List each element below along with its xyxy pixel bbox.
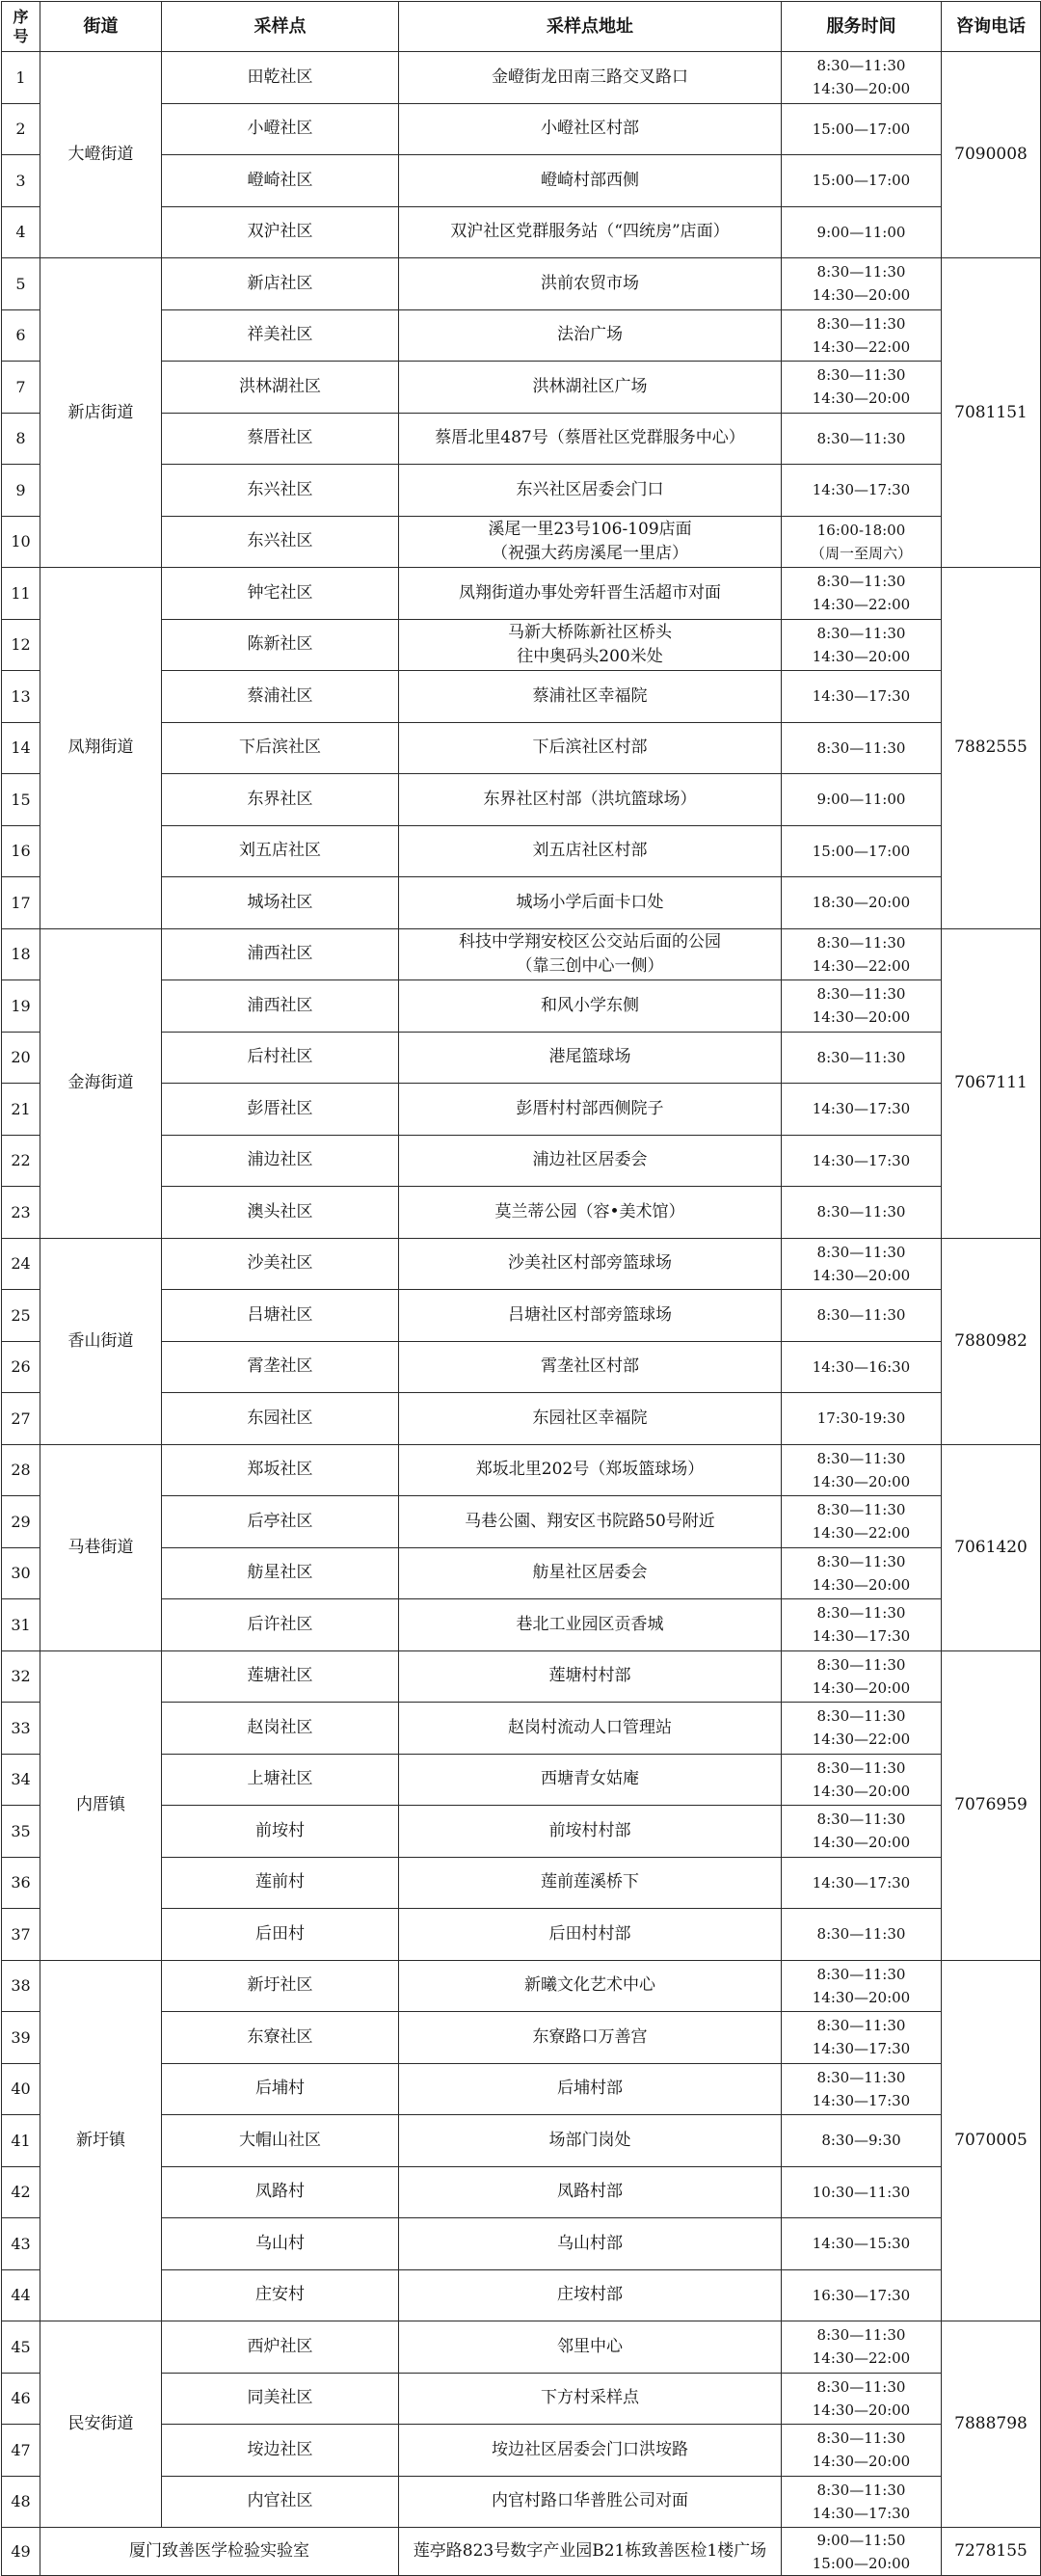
site-name: 垵边社区: [162, 2425, 399, 2477]
site-address: 东寮路口万善宫: [399, 2012, 782, 2064]
service-hours: 8:30—11:30 14:30—20:00: [782, 1754, 942, 1806]
service-hours: 8:30—11:30 14:30—17:30: [782, 2476, 942, 2528]
row-number: 6: [2, 309, 40, 362]
consult-phone: 7880982: [942, 1238, 1041, 1444]
row-number: 42: [2, 2166, 40, 2218]
row-number: 32: [2, 1650, 40, 1703]
table-row: [2, 2321, 1041, 2374]
service-hours: 14:30—15:30: [782, 2218, 942, 2270]
site-address: 沙美社区村部旁篮球场: [399, 1238, 782, 1290]
site-address: 港尾篮球场: [399, 1032, 782, 1084]
row-number: 46: [2, 2373, 40, 2425]
row-number: 44: [2, 2269, 40, 2321]
row-number: 35: [2, 1806, 40, 1858]
consult-phone: 7090008: [942, 52, 1041, 258]
service-hours: 8:30—11:30: [782, 1909, 942, 1961]
row-number: 21: [2, 1084, 40, 1136]
table-body: [2, 52, 1041, 2576]
site-address: 嶝崎村部西侧: [399, 155, 782, 207]
row-number: 13: [2, 671, 40, 723]
service-hours: 8:30—11:30: [782, 722, 942, 774]
row-number: 24: [2, 1238, 40, 1290]
service-hours: 14:30—17:30: [782, 1135, 942, 1187]
table-row: [2, 258, 1041, 310]
table-row: [2, 568, 1041, 620]
site-name: 西炉社区: [162, 2321, 399, 2374]
site-name: 内官社区: [162, 2476, 399, 2528]
service-hours: 8:30—11:30: [782, 1032, 942, 1084]
site-address: 垵边社区居委会门口洪垵路: [399, 2425, 782, 2477]
street-name: 民安街道: [40, 2321, 162, 2528]
service-hours: 14:30—17:30: [782, 671, 942, 723]
street-name: 新店街道: [40, 258, 162, 568]
site-name: 下后滨社区: [162, 722, 399, 774]
row-number: 14: [2, 722, 40, 774]
site-address: 凤路村部: [399, 2166, 782, 2218]
site-name: 同美社区: [162, 2373, 399, 2425]
site-address: 下后滨社区村部: [399, 722, 782, 774]
service-hours: 8:30—11:30 14:30—20:00: [782, 980, 942, 1033]
service-hours: 8:30—11:30 14:30—22:00: [782, 568, 942, 620]
service-hours: 14:30—17:30: [782, 465, 942, 517]
sampling-sites-table: [1, 1, 1041, 2576]
header-row: [2, 2, 1041, 52]
site-address: 马巷公園、翔安区书院路50号附近: [399, 1496, 782, 1548]
site-name: 钟宅社区: [162, 568, 399, 620]
site-address: 洪前农贸市场: [399, 258, 782, 310]
row-number: 22: [2, 1135, 40, 1187]
consult-phone: 7081151: [942, 258, 1041, 568]
site-address: 郑坂北里202号（郑坂篮球场）: [399, 1444, 782, 1496]
site-address: 浦边社区居委会: [399, 1135, 782, 1187]
site-address: 凤翔街道办事处旁轩晋生活超市对面: [399, 568, 782, 620]
site-name: 莲前村: [162, 1857, 399, 1909]
site-address: 科技中学翔安校区公交站后面的公园 （靠三创中心一侧）: [399, 928, 782, 980]
row-number: 39: [2, 2012, 40, 2064]
service-hours: 14:30—17:30: [782, 1857, 942, 1909]
row-number: 1: [2, 52, 40, 104]
service-hours: 8:30—11:30 14:30—20:00: [782, 1444, 942, 1496]
site-name: 东兴社区: [162, 465, 399, 517]
site-address: 莲前莲溪桥下: [399, 1857, 782, 1909]
site-name: 蔡浦社区: [162, 671, 399, 723]
site-address: 蔡厝北里487号（蔡厝社区党群服务中心）: [399, 413, 782, 465]
site-name: 陈新社区: [162, 619, 399, 671]
site-address: 双沪社区党群服务站（“四统房”店面）: [399, 206, 782, 258]
row-number: 41: [2, 2115, 40, 2167]
site-address: 蔡浦社区幸福院: [399, 671, 782, 723]
service-hours: 9:00—11:00: [782, 774, 942, 826]
row-number: 31: [2, 1599, 40, 1651]
service-hours: 8:30—11:30 14:30—20:00: [782, 52, 942, 104]
service-hours: 16:30—17:30: [782, 2269, 942, 2321]
site-address: 西塘青女姑庵: [399, 1754, 782, 1806]
table-row: [2, 52, 1041, 104]
header-street: 街道: [40, 2, 162, 52]
site-address: 乌山村部: [399, 2218, 782, 2270]
service-hours: 15:00—17:00: [782, 825, 942, 877]
site-name: 上塘社区: [162, 1754, 399, 1806]
site-name: 凤路村: [162, 2166, 399, 2218]
street-name: 金海街道: [40, 928, 162, 1238]
service-hours: 14:30—16:30: [782, 1341, 942, 1393]
consult-phone: 7076959: [942, 1650, 1041, 1960]
site-name: 莲塘社区: [162, 1650, 399, 1703]
service-hours: 8:30—11:30 14:30—20:00: [782, 1547, 942, 1599]
site-name: 刘五店社区: [162, 825, 399, 877]
site-address: 后埔村部: [399, 2063, 782, 2115]
service-hours: 8:30—11:30 14:30—22:00: [782, 928, 942, 980]
site-name: 澳头社区: [162, 1187, 399, 1239]
site-address: 巷北工业园区贡香城: [399, 1599, 782, 1651]
site-address: 小嶝社区村部: [399, 103, 782, 155]
site-address: 前垵村村部: [399, 1806, 782, 1858]
row-number: 7: [2, 362, 40, 414]
service-hours: 8:30—11:30 14:30—22:00: [782, 309, 942, 362]
table-row: [2, 1650, 1041, 1703]
row-number: 36: [2, 1857, 40, 1909]
site-address: 和风小学东侧: [399, 980, 782, 1033]
consult-phone: 7061420: [942, 1444, 1041, 1650]
site-address: 溪尾一里23号106-109店面 （祝强大药房溪尾一里店）: [399, 516, 782, 568]
consult-phone: 7278155: [942, 2528, 1041, 2576]
row-number: 23: [2, 1187, 40, 1239]
service-hours: 8:30—11:30 14:30—20:00: [782, 1238, 942, 1290]
site-name: 后埔村: [162, 2063, 399, 2115]
service-hours: 14:30—17:30: [782, 1084, 942, 1136]
site-name: 后许社区: [162, 1599, 399, 1651]
site-address: 新曦文化艺术中心: [399, 1960, 782, 2012]
site-name: 乌山村: [162, 2218, 399, 2270]
site-name: 吕塘社区: [162, 1290, 399, 1342]
row-number: 43: [2, 2218, 40, 2270]
site-address: 霄垄社区村部: [399, 1341, 782, 1393]
service-hours: 8:30—11:30: [782, 413, 942, 465]
row-number: 18: [2, 928, 40, 980]
row-number: 8: [2, 413, 40, 465]
header-seq: 序 号: [2, 2, 40, 52]
site-name: 新店社区: [162, 258, 399, 310]
row-number: 47: [2, 2425, 40, 2477]
row-number: 27: [2, 1393, 40, 1445]
row-number: 15: [2, 774, 40, 826]
street-name: 新圩镇: [40, 1960, 162, 2321]
row-number: 29: [2, 1496, 40, 1548]
row-number: 3: [2, 155, 40, 207]
site-address: 城场小学后面卡口处: [399, 877, 782, 929]
row-number: 5: [2, 258, 40, 310]
service-hours: 8:30—11:30 14:30—20:00: [782, 1806, 942, 1858]
site-name: 大帽山社区: [162, 2115, 399, 2167]
site-address: 莲亭路823号数字产业园B21栋致善医检1楼广场: [399, 2528, 782, 2576]
service-hours: 8:30—11:30 14:30—17:30: [782, 2012, 942, 2064]
service-hours: 8:30—11:30 14:30—20:00: [782, 1650, 942, 1703]
site-name: 祥美社区: [162, 309, 399, 362]
header-site: 采样点: [162, 2, 399, 52]
row-number: 17: [2, 877, 40, 929]
row-number: 30: [2, 1547, 40, 1599]
site-address: 庄垵村部: [399, 2269, 782, 2321]
site-name: 浦西社区: [162, 928, 399, 980]
street-name: 马巷街道: [40, 1444, 162, 1650]
site-address: 马新大桥陈新社区桥头 往中奥码头200米处: [399, 619, 782, 671]
site-address: 彭厝村村部西侧院子: [399, 1084, 782, 1136]
site-address: 刘五店社区村部: [399, 825, 782, 877]
service-hours: 15:00—17:00: [782, 155, 942, 207]
service-hours: 9:00—11:50 15:00—20:00: [782, 2528, 942, 2576]
site-name: 东寮社区: [162, 2012, 399, 2064]
service-hours: 16:00-18:00 （周一至周六）: [782, 516, 942, 568]
site-address: 内官村路口华普胜公司对面: [399, 2476, 782, 2528]
site-address: 舫星社区居委会: [399, 1547, 782, 1599]
service-hours: 9:00—11:00: [782, 206, 942, 258]
table-row: [2, 928, 1041, 980]
site-name: 赵岗社区: [162, 1703, 399, 1755]
row-number: 11: [2, 568, 40, 620]
service-hours: 8:30—9:30: [782, 2115, 942, 2167]
site-name: 庄安村: [162, 2269, 399, 2321]
site-name: 小嶝社区: [162, 103, 399, 155]
service-hours: 8:30—11:30: [782, 1290, 942, 1342]
site-name: 郑坂社区: [162, 1444, 399, 1496]
service-hours: 8:30—11:30 14:30—20:00: [782, 619, 942, 671]
site-name: 彭厝社区: [162, 1084, 399, 1136]
site-address: 东园社区幸福院: [399, 1393, 782, 1445]
header-hours: 服务时间: [782, 2, 942, 52]
row-number: 2: [2, 103, 40, 155]
site-name: 前垵村: [162, 1806, 399, 1858]
service-hours: 8:30—11:30 14:30—22:00: [782, 1496, 942, 1548]
service-hours: 8:30—11:30 14:30—20:00: [782, 2425, 942, 2477]
site-address: 场部门岗处: [399, 2115, 782, 2167]
street-name: 内厝镇: [40, 1650, 162, 1960]
row-number: 28: [2, 1444, 40, 1496]
site-address: 吕塘社区村部旁篮球场: [399, 1290, 782, 1342]
consult-phone: 7882555: [942, 568, 1041, 929]
service-hours: 8:30—11:30 14:30—20:00: [782, 2373, 942, 2425]
street-name: 香山街道: [40, 1238, 162, 1444]
row-number: 25: [2, 1290, 40, 1342]
site-name: 沙美社区: [162, 1238, 399, 1290]
site-address: 莲塘村村部: [399, 1650, 782, 1703]
site-name: 浦西社区: [162, 980, 399, 1033]
service-hours: 8:30—11:30 14:30—20:00: [782, 258, 942, 310]
row-number: 49: [2, 2528, 40, 2576]
site-address: 金嶝街龙田南三路交叉路口: [399, 52, 782, 104]
row-number: 48: [2, 2476, 40, 2528]
row-number: 10: [2, 516, 40, 568]
site-address: 赵岗村流动人口管理站: [399, 1703, 782, 1755]
service-hours: 8:30—11:30 14:30—22:00: [782, 1703, 942, 1755]
site-name: 洪林湖社区: [162, 362, 399, 414]
site-address: 法治广场: [399, 309, 782, 362]
site-address: 后田村村部: [399, 1909, 782, 1961]
row-number: 16: [2, 825, 40, 877]
table-row: [2, 2528, 1041, 2576]
site-address: 东界社区村部（洪坑篮球场）: [399, 774, 782, 826]
site-name: 后亭社区: [162, 1496, 399, 1548]
row-number: 37: [2, 1909, 40, 1961]
site-name: 蔡厝社区: [162, 413, 399, 465]
service-hours: 17:30-19:30: [782, 1393, 942, 1445]
row-number: 4: [2, 206, 40, 258]
site-name: 厦门致善医学检验实验室: [40, 2528, 399, 2576]
row-number: 34: [2, 1754, 40, 1806]
row-number: 33: [2, 1703, 40, 1755]
service-hours: 15:00—17:00: [782, 103, 942, 155]
site-name: 舫星社区: [162, 1547, 399, 1599]
street-name: 大嶝街道: [40, 52, 162, 258]
row-number: 45: [2, 2321, 40, 2374]
service-hours: 8:30—11:30 14:30—17:30: [782, 2063, 942, 2115]
service-hours: 10:30—11:30: [782, 2166, 942, 2218]
row-number: 9: [2, 465, 40, 517]
site-address: 下方村采样点: [399, 2373, 782, 2425]
site-name: 后村社区: [162, 1032, 399, 1084]
site-name: 东兴社区: [162, 516, 399, 568]
service-hours: 8:30—11:30 14:30—22:00: [782, 2321, 942, 2374]
row-number: 20: [2, 1032, 40, 1084]
header-address: 采样点地址: [399, 2, 782, 52]
site-address: 邻里中心: [399, 2321, 782, 2374]
table-row: [2, 1960, 1041, 2012]
service-hours: 8:30—11:30 14:30—17:30: [782, 1599, 942, 1651]
service-hours: 8:30—11:30: [782, 1187, 942, 1239]
site-name: 霄垄社区: [162, 1341, 399, 1393]
site-name: 嶝崎社区: [162, 155, 399, 207]
service-hours: 18:30—20:00: [782, 877, 942, 929]
site-name: 双沪社区: [162, 206, 399, 258]
site-name: 东园社区: [162, 1393, 399, 1445]
site-name: 东界社区: [162, 774, 399, 826]
row-number: 40: [2, 2063, 40, 2115]
table-row: [2, 1444, 1041, 1496]
site-name: 城场社区: [162, 877, 399, 929]
row-number: 12: [2, 619, 40, 671]
consult-phone: 7070005: [942, 1960, 1041, 2321]
row-number: 19: [2, 980, 40, 1033]
row-number: 26: [2, 1341, 40, 1393]
service-hours: 8:30—11:30 14:30—20:00: [782, 1960, 942, 2012]
site-name: 田乾社区: [162, 52, 399, 104]
site-address: 东兴社区居委会门口: [399, 465, 782, 517]
header-phone: 咨询电话: [942, 2, 1041, 52]
site-name: 浦边社区: [162, 1135, 399, 1187]
site-address: 洪林湖社区广场: [399, 362, 782, 414]
site-name: 后田村: [162, 1909, 399, 1961]
site-address: 莫兰蒂公园（容•美术馆）: [399, 1187, 782, 1239]
consult-phone: 7067111: [942, 928, 1041, 1238]
consult-phone: 7888798: [942, 2321, 1041, 2528]
street-name: 凤翔街道: [40, 568, 162, 929]
row-number: 38: [2, 1960, 40, 2012]
site-name: 新圩社区: [162, 1960, 399, 2012]
service-hours: 8:30—11:30 14:30—20:00: [782, 362, 942, 414]
table-row: [2, 1238, 1041, 1290]
